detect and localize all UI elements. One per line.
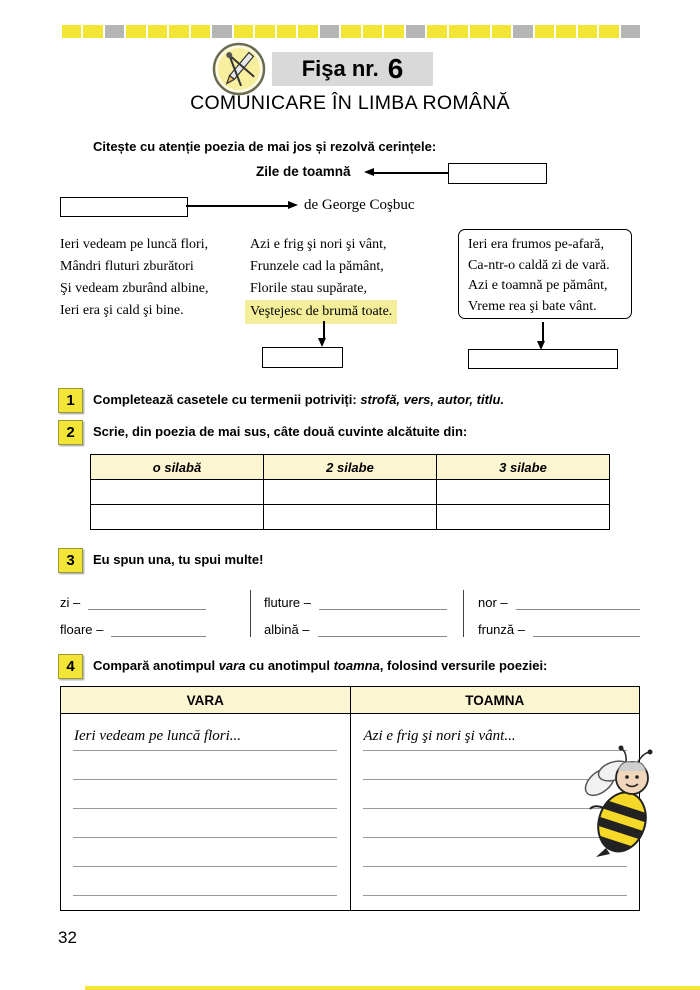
empty-answer-cell[interactable]: [91, 505, 264, 530]
fill-label: nor –: [478, 595, 508, 610]
poem-line: Florile stau supărate,: [250, 281, 368, 296]
fill-item-albina: [264, 619, 447, 637]
exercise-4-instruction-part: , folosind versurile poeziei:: [379, 658, 548, 673]
exercise-1-text: [93, 392, 504, 407]
poem-line: Ieri era frumos pe-afară,: [468, 237, 605, 252]
write-line: [73, 750, 337, 751]
poem-line: Azi e frig şi nori şi vânt,: [250, 237, 387, 252]
border-square: [191, 25, 210, 38]
border-square: [83, 25, 102, 38]
badge-number: 6: [387, 53, 404, 84]
exercise-1-number: 1: [58, 388, 83, 413]
exercise-4-instruction-part: Compară anotimpul: [93, 658, 219, 673]
border-square: [341, 25, 360, 38]
compass-pencil-icon: [212, 42, 266, 96]
exercise-1-instruction: Completează casetele cu termenii potriviți:: [93, 392, 361, 407]
bottom-accent-strip: [85, 986, 700, 990]
empty-answer-cell[interactable]: [264, 505, 437, 530]
poem-author: de George Coşbuc: [304, 197, 415, 213]
answer-blank[interactable]: [516, 595, 640, 610]
answer-blank[interactable]: [111, 622, 206, 637]
down-arrowhead-icon: [318, 338, 326, 347]
answer-blank[interactable]: [533, 622, 640, 637]
exercise-3-text: Eu spun una, tu spui multe!: [93, 552, 264, 567]
border-square: [492, 25, 511, 38]
border-square: [535, 25, 554, 38]
column-header-toamna: TOAMNA: [465, 692, 525, 708]
answer-box-title[interactable]: [448, 163, 547, 184]
fill-item-floare: [60, 619, 206, 637]
compare-table-header: [61, 687, 639, 714]
poem-line: Mândri fluturi zburători: [60, 259, 194, 274]
border-square: [126, 25, 145, 38]
border-square: [234, 25, 253, 38]
write-line: [73, 808, 337, 809]
column-header-2-syllables: 2 silabe: [264, 455, 437, 480]
compare-seasons-table: [60, 686, 640, 911]
answer-blank[interactable]: [318, 622, 447, 637]
column-divider: [463, 590, 464, 637]
arrow-line: [186, 205, 288, 207]
write-line: [73, 779, 337, 780]
border-square: [599, 25, 618, 38]
page-title: COMUNICARE ÎN LIMBA ROMÂNĂ: [190, 92, 510, 114]
poem-line: Frunzele cad la pământ,: [250, 259, 384, 274]
border-square: [148, 25, 167, 38]
poem-title: Zile de toamnă: [256, 164, 351, 179]
compare-table-body: [61, 714, 639, 910]
fill-label: frunză –: [478, 622, 525, 637]
exercise-2-text: Scrie, din poezia de mai sus, câte două cuvinte alcătuite din:: [93, 424, 468, 439]
fill-label: floare –: [60, 622, 104, 637]
poem-line: Vreme rea şi bate vânt.: [468, 298, 597, 314]
border-square: [449, 25, 468, 38]
exercise-2-number: 2: [58, 420, 83, 445]
answer-blank[interactable]: [319, 595, 447, 610]
fill-label: albină –: [264, 622, 310, 637]
poem-line: Ieri era şi cald şi bine.: [60, 303, 184, 318]
instruction-intro: Citește cu atenție poezia de mai jos și rezolvă cerințele:: [93, 139, 437, 154]
empty-answer-cell[interactable]: [264, 480, 437, 505]
empty-answer-cell[interactable]: [437, 505, 610, 530]
border-square: [277, 25, 296, 38]
answer-blank[interactable]: [88, 595, 206, 610]
border-square: [298, 25, 317, 38]
poem-stanza-2: [250, 234, 397, 324]
poem-line: Azi e toamnă pe pământ,: [468, 278, 608, 293]
border-square: [62, 25, 81, 38]
poem-line: Şi vedeam zburând albine,: [60, 281, 209, 296]
exercise-4-text: [93, 658, 547, 673]
border-square: [427, 25, 446, 38]
exercise-4-term-toamna: toamna: [333, 658, 380, 673]
fill-item-zi: [60, 592, 206, 610]
write-line: [73, 837, 337, 838]
answer-box-author[interactable]: [60, 197, 188, 217]
worksheet-number-badge: [272, 52, 433, 86]
border-square: [363, 25, 382, 38]
exercise-4-term-vara: vara: [218, 658, 246, 673]
page-number: 32: [58, 928, 77, 947]
border-square: [212, 25, 231, 38]
poem-line: Ca-ntr-o caldă zi de vară.: [468, 257, 610, 273]
poem-stanza-3-box: [458, 229, 632, 319]
border-square: [384, 25, 403, 38]
arrow-line: [374, 172, 448, 174]
exercise-4-number: 4: [58, 654, 83, 679]
fill-item-fluture: [264, 592, 447, 610]
write-line: [73, 866, 337, 867]
answer-box-stanza2[interactable]: [262, 347, 343, 368]
decorative-square-border: [62, 25, 640, 38]
fill-item-nor: [478, 592, 640, 610]
example-verse-right: Azi e frig şi nori şi vânt...: [363, 728, 516, 744]
exercise-4-instruction-part: cu anotimpul: [245, 658, 334, 673]
border-square: [320, 25, 339, 38]
left-arrowhead-icon: [364, 168, 374, 176]
arrow-line: [323, 321, 325, 338]
border-square: [255, 25, 274, 38]
empty-answer-cell[interactable]: [437, 480, 610, 505]
answer-box-stanza3[interactable]: [468, 349, 618, 369]
column-divider: [250, 590, 251, 637]
poem-line-highlighted: Veştejesc de brumă toate.: [245, 300, 397, 324]
vara-answer-cell[interactable]: [61, 714, 351, 910]
empty-answer-cell[interactable]: [91, 480, 264, 505]
poem-line: Ieri vedeam pe luncă flori,: [60, 237, 209, 252]
column-header-3-syllables: 3 silabe: [437, 455, 610, 480]
border-square: [578, 25, 597, 38]
example-verse-left: Ieri vedeam pe luncă flori...: [74, 728, 242, 744]
bee-illustration: [570, 742, 666, 865]
border-square: [513, 25, 532, 38]
border-square: [621, 25, 640, 38]
write-line: [363, 866, 627, 867]
border-square: [470, 25, 489, 38]
column-header-1-syllable: o silabă: [91, 455, 264, 480]
column-header-vara: VARA: [61, 687, 351, 713]
fill-label: fluture –: [264, 595, 311, 610]
border-square: [169, 25, 188, 38]
right-arrowhead-icon: [288, 201, 298, 209]
exercise-3-number: 3: [58, 548, 83, 573]
border-square: [105, 25, 124, 38]
exercise-1-terms: strofă, vers, autor, titlu.: [360, 392, 505, 407]
write-line: [73, 895, 337, 896]
syllables-table: [90, 454, 610, 530]
write-line: [363, 895, 627, 896]
fill-item-frunza: [478, 619, 640, 637]
border-square: [406, 25, 425, 38]
border-square: [556, 25, 575, 38]
fill-label: zi –: [60, 595, 81, 610]
poem-stanza-1: [60, 234, 209, 322]
arrow-line: [542, 322, 544, 341]
badge-label: Fişa nr.: [301, 56, 379, 81]
